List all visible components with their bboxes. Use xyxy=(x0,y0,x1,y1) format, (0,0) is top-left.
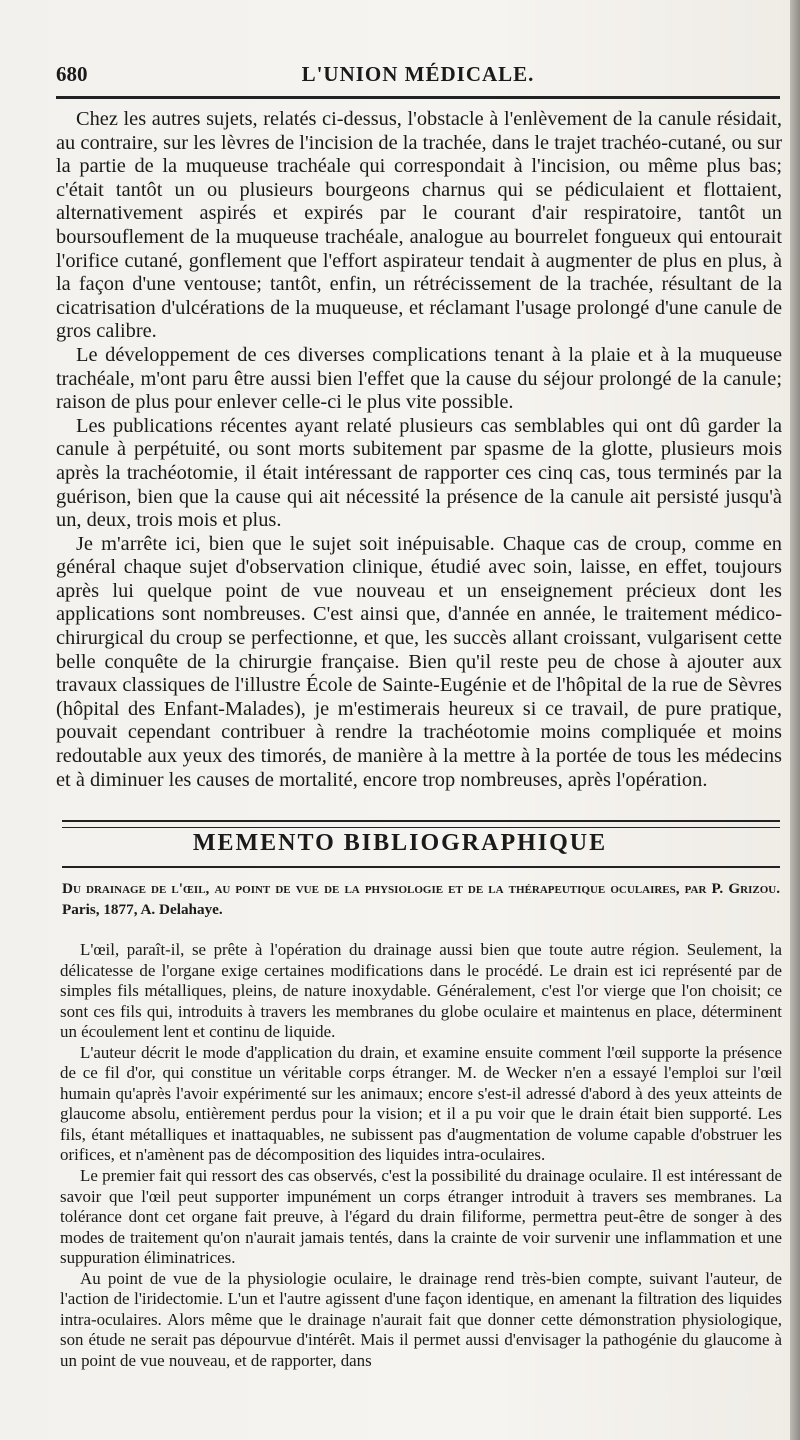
running-header xyxy=(56,60,780,90)
review-paragraph: L'auteur décrit le mode d'application du drain, et examine ensuite comment l'œil supporte la présence de ce fil d'or, qui constitue un véritable corps étranger. M. de Wecker n'en a essayé l'emploi sur l'œil humain qu'après l'avoir expérimenté sur les animaux; encore s'est-il adressé d'abord à des yeux atteints de glaucome absolu, entièrement perdus pour la vision; et il a pu voir que le drain était bien supporté. Les fils, étant métalliques et inattaquables, ne subissent pas d'augmentation de volume capable d'obstruer les orifices, et n'amènent pas de décomposition des liquides intra-oculaires. xyxy=(60,1042,782,1165)
review-paragraph: L'œil, paraît-il, se prête à l'opération du drainage aussi bien que toute autre région. Seulement, la délicatesse de l'organe exige certaines modifications dans le procédé. Le drain est ici représenté par de simples fils métalliques, pleins, de nature inoxydable. Généralement, c'est l'or vierge que l'on choisit; ce sont ces fils qui, introduits à travers les membranes du globe oculaire et maintenus en place, déterminent un écoulement lent et continu de liquide. xyxy=(60,940,782,1042)
review-body xyxy=(60,940,782,1371)
book-citation xyxy=(62,878,780,920)
page-edge-shadow xyxy=(790,0,800,1440)
section-divider xyxy=(62,820,780,828)
review-paragraph: Le premier fait qui ressort des cas observés, c'est la possibilité du drainage oculaire. Il est intéressant de savoir que l'œil peut supporter impunément un corps étranger introduit à travers ses membranes. La tolérance dont cet organe fait preuve, à l'égard du drain filiforme, permettra peut-être de songer à des modes de traitement qu'on n'aurait jamais tentés, dans la crainte de voir survenir une inflammation et une suppuration éliminatrices. xyxy=(60,1166,782,1268)
article-body xyxy=(56,108,782,792)
article-paragraph: Chez les autres sujets, relatés ci-dessus, l'obstacle à l'enlèvement de la canule résidait, au contraire, sur les lèvres de l'incision de la trachée, dans le trajet trachéo-cutané, ou sur la partie de la muqueuse trachéale qui correspondait à l'incision, ou même plus bas; c'était tantôt un ou plusieurs bourgeons charnus qui se pédiculaient et flottaient, alternativement aspirés et expirés par le courant d'air respiratoire, tantôt un boursouflement de la muqueuse trachéale, analogue au bourrelet fongueux qui entourait l'orifice cutané, gonflement que l'effort aspirateur tendait à augmenter de plus en plus, à la façon d'une ventouse; tantôt, enfin, un rétrécissement de la trachée, résultant de la cicatrisation d'ulcérations de la muqueuse, et réclamant l'usage prolongé d'une canule de gros calibre. xyxy=(56,108,782,343)
article-paragraph: Les publications récentes ayant relaté plusieurs cas semblables qui ont dû garder la canule à perpétuité, ou sont morts subitement par spasme de la glotte, plusieurs mois après la trachéotomie, il était intéressant de rapporter ces cinq cas, tous terminés par la guérison, bien que la cause qui ait nécessité la présence de la canule ait persisté jusqu'à un, deux, trois mois et plus. xyxy=(56,414,782,532)
section-divider-bottom xyxy=(62,866,780,868)
citation-publisher: Paris, 1877, A. Delahaye. xyxy=(62,901,223,918)
citation-title: Du drainage de l'œil, au point de vue de la physiologie et de la thérapeutique oculaires, par P. Grizou. xyxy=(62,880,780,897)
journal-title: L'UNION MÉDICALE. xyxy=(301,62,535,86)
page-number: 680 xyxy=(56,62,88,86)
review-paragraph: Au point de vue de la physiologie oculaire, le drainage rend très-bien compte, suivant l'auteur, de l'action de l'iridectomie. L'un et l'autre agissent d'une façon identique, en amenant la filtration des liquides intra-oculaires. Alors même que le drainage n'aurait fait que donner cette démonstration physiologique, son étude ne serait pas dépourvue d'intérêt. Mais il permet aussi d'envisager la pathogénie du glaucome à un point de vue nouveau, et de rapporter, dans xyxy=(60,1268,782,1370)
header-rule xyxy=(56,96,780,99)
article-paragraph: Je m'arrête ici, bien que le sujet soit inépuisable. Chaque cas de croup, comme en général chaque sujet d'observation clinique, étudié avec soin, laisse, en effet, toujours après lui quelque point de vue nouveau et un enseignement précieux dont les applications sont nombreuses. C'est ainsi que, d'année en année, le traitement médico-chirurgical du croup se perfectionne, et que, les succès allant croissant, vulgarisent cette belle conquête de la chirurgie française. Bien qu'il reste peu de chose à ajouter aux travaux classiques de l'illustre École de Sainte-Eugénie et de l'hôpital de la rue de Sèvres (hôpital des Enfant-Malades), je m'estimerais heureux si ce travail, de pure pratique, pouvait cependant contribuer à rendre la trachéotomie moins compliquée et moins redoutable aux yeux des timorés, de manière à la mettre à la portée de tous les médecins et à diminuer les causes de mortalité, encore trop nombreuses, après l'opération. xyxy=(56,532,782,791)
section-heading: MEMENTO BIBLIOGRAPHIQUE xyxy=(192,830,608,856)
article-paragraph: Le développement de ces diverses complications tenant à la plaie et à la muqueuse trachéale, m'ont paru être aussi bien l'effet que la cause du séjour prolongé de la canule; raison de plus pour enlever celle-ci le plus vite possible. xyxy=(56,343,782,414)
